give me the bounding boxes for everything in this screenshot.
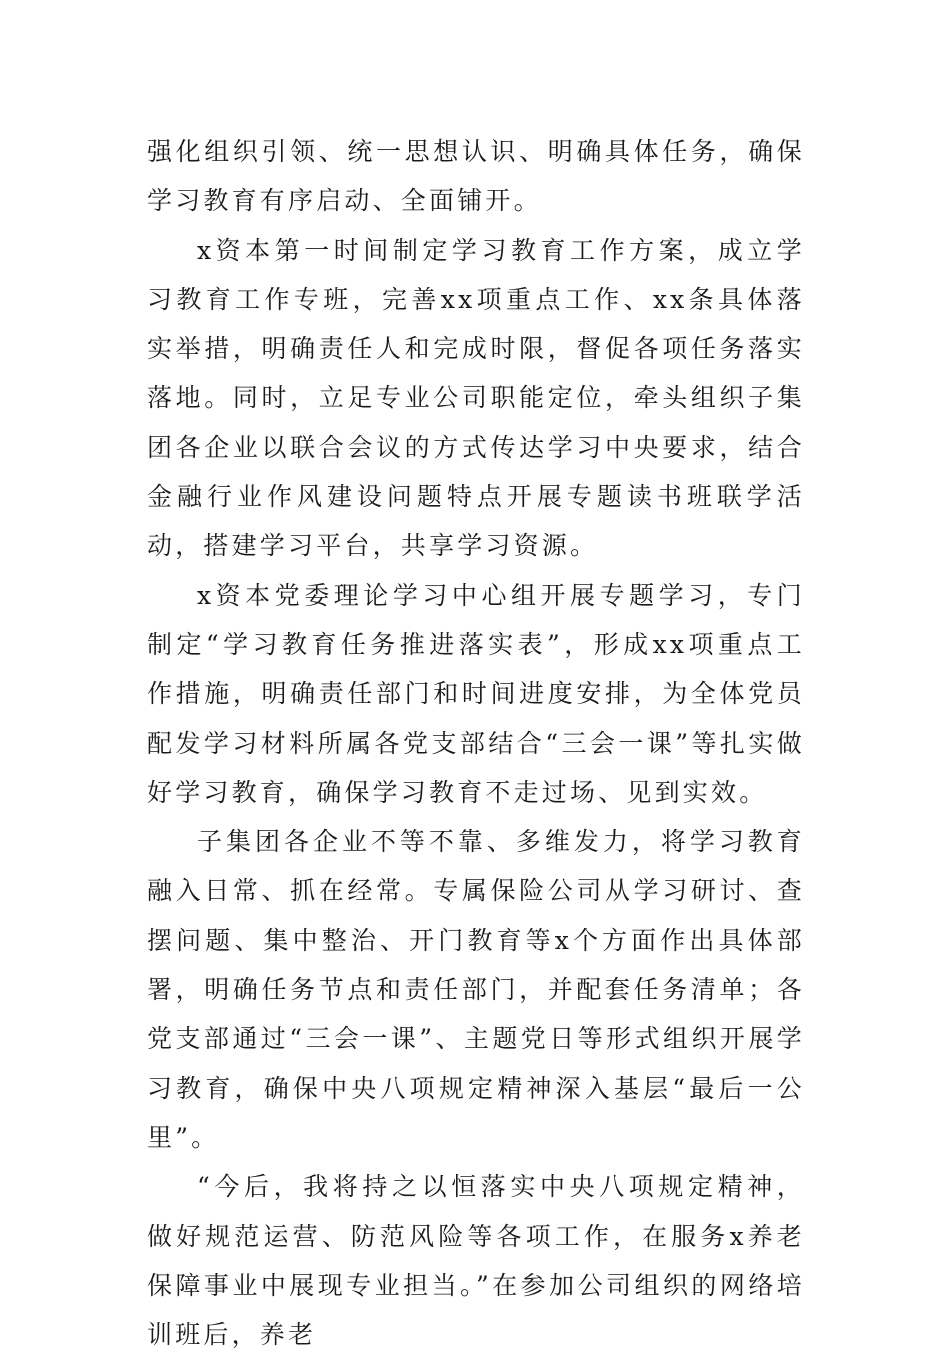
paragraph-3: x资本党委理论学习中心组开展专题学习，专门制定“学习教育任务推进落实表”，形成xx项重点工作措施，明确责任部门和时间进度安排，为全体党员配发学习材料所属各党支部结合“三会一课”等扎实做好学习教育，确保学习教育不走过场、见到实效。 — [147, 580, 805, 807]
paragraph-4: 子集团各企业不等不靠、多维发力，将学习教育融入日常、抓在经常。专属保险公司从学习研讨、查摆问题、集中整治、开门教育等x个方面作出具体部署，明确任务节点和责任部门，并配套任务清单；各党支部通过“三会一课”、主题党日等形式组织开展学习教育，确保中央八项规定精神深入基层“最后一公里”。 — [147, 827, 805, 1152]
paragraph-2: x资本第一时间制定学习教育工作方案，成立学习教育工作专班，完善xx项重点工作、xx条具体落实举措，明确责任人和完成时限，督促各项任务落实落地。同时，立足专业公司职能定位，牵头组织子集团各企业以联合会议的方式传达学习中央要求，结合金融行业作风建设问题特点开展专题读书班联学活动，搭建学习平台，共享学习资源。 — [147, 235, 805, 561]
paragraph-1: 强化组织引领、统一思想认识、明确具体任务，确保学习教育有序启动、全面铺开。 — [147, 137, 805, 216]
body-text — [147, 127, 805, 1359]
paragraph-5: “今后，我将持之以恒落实中央八项规定精神，做好规范运营、防范风险等各项工作，在服务x养老保障事业中展现专业担当。”在参加公司组织的网络培训班后，养老 — [147, 1172, 805, 1350]
